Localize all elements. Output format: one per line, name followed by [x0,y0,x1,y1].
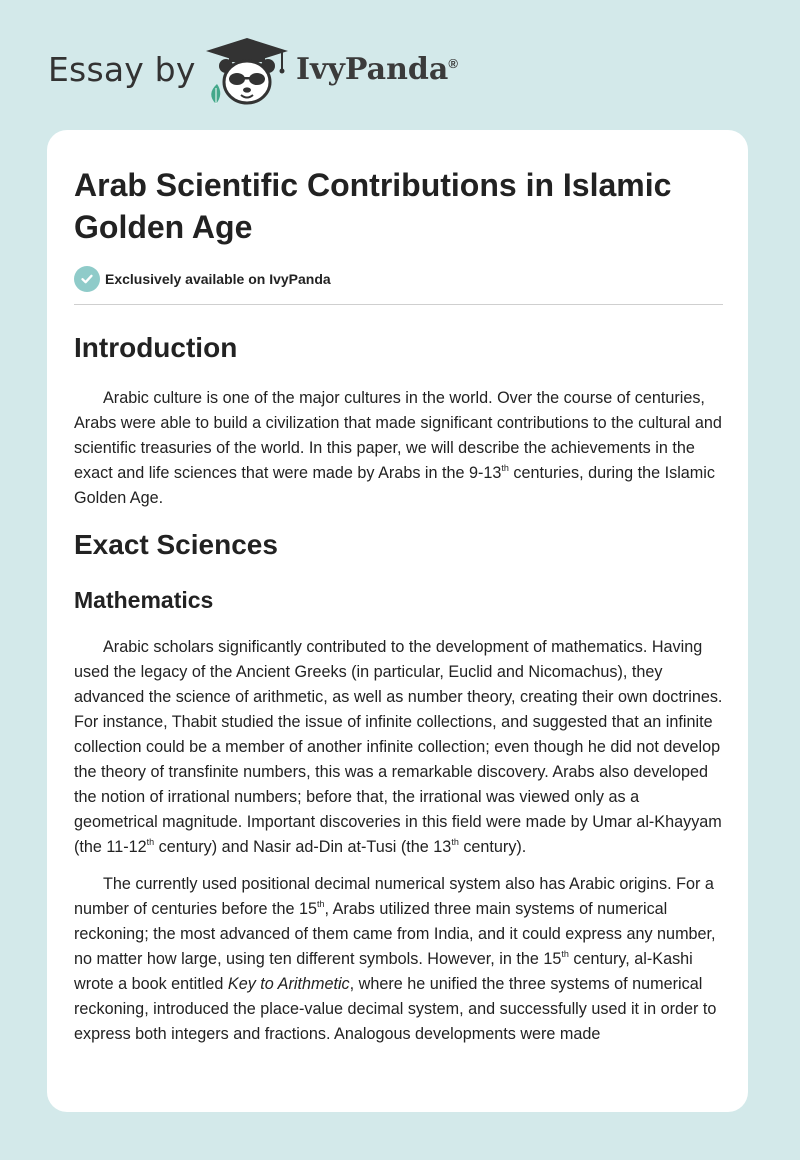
check-icon [74,266,100,292]
exclusive-text: Exclusively available on IvyPanda [105,271,331,287]
essay-title: Arab Scientific Contributions in Islamic Golden Age [74,167,672,245]
essay-content [74,130,723,1047]
book-title: Key to Arithmetic [227,975,350,993]
essay-by-label: Essay by [48,50,196,89]
exclusive-badge [74,266,723,292]
mathematics-paragraph-1: Arabic scholars significantly contributed to the development of mathematics. Having used the legacy of the Ancient Greeks (in particular, Euclid and Nicomachus), they advanced the science of arithmetic, as well as number theory, creating their own doctrines. For instance, Thabit studied the issue of infinite collections, and suggested that an infinite collection could be a member of another infinite collection; even though he did not develop the theory of transfinite numbers, this was a remarkable discovery. Arabs also developed the notion of irrational numbers; before that, the irrational was viewed only as a geometrical magnitude. Important discoveries in this field were made by Umar al-Khayyam (the 11-12th century) and Nasir ad-Din at-Tusi (the 13th century). [74,638,723,856]
registered-mark: ® [448,56,458,71]
brand-name[interactable] [296,52,458,87]
site-header [48,36,488,106]
ivypanda-logo-icon[interactable] [202,36,292,108]
essay-card [47,130,748,1112]
brand-text: IvyPanda [296,52,449,87]
exact-sciences-heading: Exact Sciences [74,529,278,560]
introduction-paragraph: Arabic culture is one of the major cultures in the world. Over the course of centuries, Arabs were able to build a civilization that made significant contributions to the cultural and scientific treasuries of the world. In this paper, we will describe the achievements in the exact and life sciences that were made by Arabs in the 9-13th centuries, during the Islamic Golden Age. [74,389,722,507]
divider [74,304,723,305]
introduction-heading: Introduction [74,332,238,363]
mathematics-heading: Mathematics [74,587,214,613]
mathematics-paragraph-2: The currently used positional decimal numerical system also has Arabic origins. For a number of centuries before the 15th, Arabs utilized three main systems of numerical reckoning; the most advanced of them came from India, and it could express any number, no matter how large, using ten different symbols. However, in the 15th century, al-Kashi wrote a book entitled Key to Arithmetic, where he unified the three systems of numerical reckoning, introduced the place-value decimal system, and successfully used it in order to express both integers and fractions. Analogous developments were made [74,875,717,1043]
